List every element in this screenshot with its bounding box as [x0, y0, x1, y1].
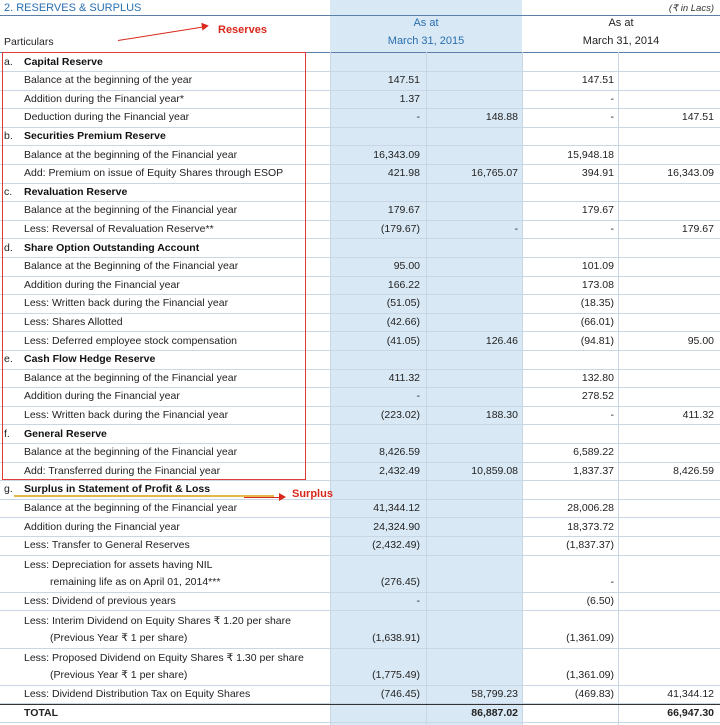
cell-c2: 58,799.23 — [471, 687, 518, 700]
surplus-underline — [14, 495, 274, 497]
table-row — [0, 592, 720, 612]
section-letter: d. — [4, 241, 13, 254]
row-label: Addition during the Financial year — [24, 278, 180, 291]
row-label: Balance at the beginning of the Financial year — [24, 371, 238, 384]
cell-c1: 421.98 — [387, 167, 420, 180]
cell-c3: 15,948.18 — [567, 148, 614, 161]
cell-c1: 8,426.59 — [379, 446, 420, 459]
col-2015-header-line1: As at — [413, 17, 439, 29]
table-row — [0, 648, 720, 686]
cell-c4: 411.32 — [682, 408, 714, 421]
row-label: Balance at the beginning of the Financial year — [24, 501, 238, 514]
cell-c1: (42.66) — [386, 315, 420, 328]
section-letter: e. — [4, 353, 13, 366]
row-label: Addition during the Financial year — [24, 390, 180, 403]
section-title: Surplus in Statement of Profit & Loss — [24, 483, 211, 496]
table-row — [0, 555, 720, 593]
col-2014-header-line2: March 31, 2014 — [582, 35, 660, 47]
row-label-line1: Less: Proposed Dividend on Equity Shares ₹ 1.30 per share — [24, 651, 304, 664]
col-2014-header-line1: As at — [608, 17, 634, 29]
cell-c3: - — [610, 575, 614, 588]
total-c4: 66,947.30 — [667, 706, 714, 719]
row-label: Addition during the Financial year — [24, 520, 180, 533]
particulars-header: Particulars — [4, 36, 54, 48]
cell-c1: 95.00 — [393, 260, 420, 273]
cell-c3: 132.80 — [581, 371, 614, 384]
row-label: Balance at the beginning of the Financial year — [24, 204, 238, 217]
cell-c3: 101.09 — [581, 260, 614, 273]
cell-c4: 179.67 — [681, 222, 714, 235]
row-label: Add: Transferred during the Financial year — [24, 464, 221, 477]
section-letter: b. — [4, 129, 13, 142]
cell-c4: 16,343.09 — [667, 167, 714, 180]
cell-c4: 41,344.12 — [667, 687, 714, 700]
cell-c2: 148.88 — [485, 111, 518, 124]
cell-c3: 6,589.22 — [573, 446, 614, 459]
cell-c3: 28,006.28 — [567, 501, 614, 514]
row-label: Less: Transfer to General Reserves — [24, 539, 190, 552]
table-row — [0, 499, 720, 519]
cell-c3: (66.01) — [580, 315, 614, 328]
cell-c3: (1,361.09) — [566, 631, 614, 644]
col-2015-header-line2: March 31, 2015 — [387, 35, 465, 47]
section-title: Revaluation Reserve — [24, 185, 128, 198]
cell-c3: 278.52 — [581, 390, 614, 403]
cell-c1: - — [416, 390, 420, 403]
cell-c2: 16,765.07 — [471, 167, 518, 180]
row-label-line1: Less: Depreciation for assets having NIL — [24, 558, 213, 571]
cell-c2: 126.46 — [485, 334, 518, 347]
total-c2: 86,887.02 — [471, 706, 518, 719]
total-label: TOTAL — [24, 706, 59, 719]
table-row — [0, 536, 720, 556]
cell-c2: - — [514, 222, 518, 235]
cell-c1: 166.22 — [387, 278, 420, 291]
row-label: Addition during the Financial year* — [24, 92, 184, 105]
cell-c1: 24,324.90 — [373, 520, 420, 533]
cell-c4: 95.00 — [687, 334, 714, 347]
table-row — [0, 611, 720, 649]
cell-c1: - — [416, 594, 420, 607]
reserves-arrow — [118, 26, 207, 41]
cell-c3: - — [610, 222, 614, 235]
row-label — [24, 557, 220, 591]
row-label: Balance at the beginning of the Financial year — [24, 446, 238, 459]
row-label: Less: Written back during the Financial year — [24, 408, 229, 421]
cell-c3: (1,837.37) — [566, 539, 614, 552]
row-label — [24, 613, 291, 647]
cell-c4: 147.51 — [681, 111, 714, 124]
note-title: 2. RESERVES & SURPLUS — [4, 2, 142, 14]
cell-c3: (18.35) — [580, 297, 614, 310]
section-title: Cash Flow Hedge Reserve — [24, 353, 156, 366]
cell-c1: 1.37 — [399, 92, 420, 105]
cell-c1: (41.05) — [386, 334, 420, 347]
row-label-line2: (Previous Year ₹ 1 per share) — [50, 668, 188, 681]
cell-c1: (179.67) — [380, 222, 420, 235]
cell-c3: (6.50) — [586, 594, 614, 607]
section-letter: a. — [4, 55, 13, 68]
surplus-arrow — [244, 497, 284, 498]
cell-c3: (1,361.09) — [566, 668, 614, 681]
cell-c3: 147.51 — [581, 74, 614, 87]
cell-c3: - — [610, 92, 614, 105]
cell-c1: 147.51 — [387, 74, 420, 87]
cell-c3: - — [610, 111, 614, 124]
table-row — [0, 685, 720, 705]
cell-c1: 2,432.49 — [379, 464, 420, 477]
section-letter: f. — [4, 427, 10, 440]
cell-c1: (1,775.49) — [372, 668, 420, 681]
cell-c3: (469.83) — [574, 687, 614, 700]
row-label — [24, 650, 304, 684]
top-rule — [0, 15, 720, 16]
row-label: Deduction during the Financial year — [24, 111, 190, 124]
section-title: Share Option Outstanding Account — [24, 241, 200, 254]
row-label-line2: remaining life as on April 01, 2014*** — [50, 575, 221, 588]
cell-c1: 179.67 — [387, 204, 420, 217]
cell-c1: (746.45) — [380, 687, 420, 700]
total-row — [0, 704, 720, 724]
section-title: Securities Premium Reserve — [24, 129, 166, 142]
section-title: General Reserve — [24, 427, 107, 440]
cell-c1: (223.02) — [380, 408, 420, 421]
cell-c1: - — [416, 111, 420, 124]
row-label: Less: Reversal of Revaluation Reserve** — [24, 222, 214, 235]
row-label: Less: Dividend of previous years — [24, 594, 176, 607]
row-label: Less: Deferred employee stock compensation — [24, 334, 238, 347]
row-label: Add: Premium on issue of Equity Shares through ESOP — [24, 167, 284, 180]
cell-c3: 394.91 — [581, 167, 614, 180]
cell-c2: 188.30 — [485, 408, 518, 421]
row-label: Less: Shares Allotted — [24, 315, 123, 328]
surplus-annotation: Surplus — [292, 488, 333, 500]
reserves-annotation: Reserves — [218, 24, 267, 36]
table-row — [0, 518, 720, 538]
row-label: Balance at the beginning of the year — [24, 74, 193, 87]
row-label-line1: Less: Interim Dividend on Equity Shares ₹ 1.20 per share — [24, 614, 291, 627]
row-label-line2: (Previous Year ₹ 1 per share) — [50, 631, 188, 644]
units-note: (₹ in Lacs) — [668, 3, 714, 14]
reserves-highlight-box — [2, 52, 306, 480]
cell-c3: 179.67 — [581, 204, 614, 217]
row-label: Balance at the Beginning of the Financial year — [24, 260, 239, 273]
section-letter: g. — [4, 483, 13, 496]
row-label: Less: Dividend Distribution Tax on Equity Shares — [24, 687, 251, 700]
cell-c3: 18,373.72 — [567, 520, 614, 533]
cell-c3: (94.81) — [580, 334, 614, 347]
cell-c1: (2,432.49) — [372, 539, 420, 552]
cell-c1: 41,344.12 — [373, 501, 420, 514]
cell-c1: (1,638.91) — [372, 631, 420, 644]
row-label: Balance at the beginning of the Financial year — [24, 148, 238, 161]
cell-c3: 173.08 — [581, 278, 614, 291]
cell-c1: (51.05) — [386, 297, 420, 310]
cell-c1: 16,343.09 — [373, 148, 420, 161]
cell-c1: 411.32 — [388, 371, 420, 384]
section-letter: c. — [4, 185, 13, 198]
cell-c2: 10,859.08 — [471, 464, 518, 477]
cell-c3: - — [610, 408, 614, 421]
cell-c3: 1,837.37 — [573, 464, 614, 477]
cell-c4: 8,426.59 — [673, 464, 714, 477]
section-title: Capital Reserve — [24, 55, 103, 68]
row-label: Less: Written back during the Financial year — [24, 297, 229, 310]
cell-c1: (276.45) — [380, 575, 420, 588]
